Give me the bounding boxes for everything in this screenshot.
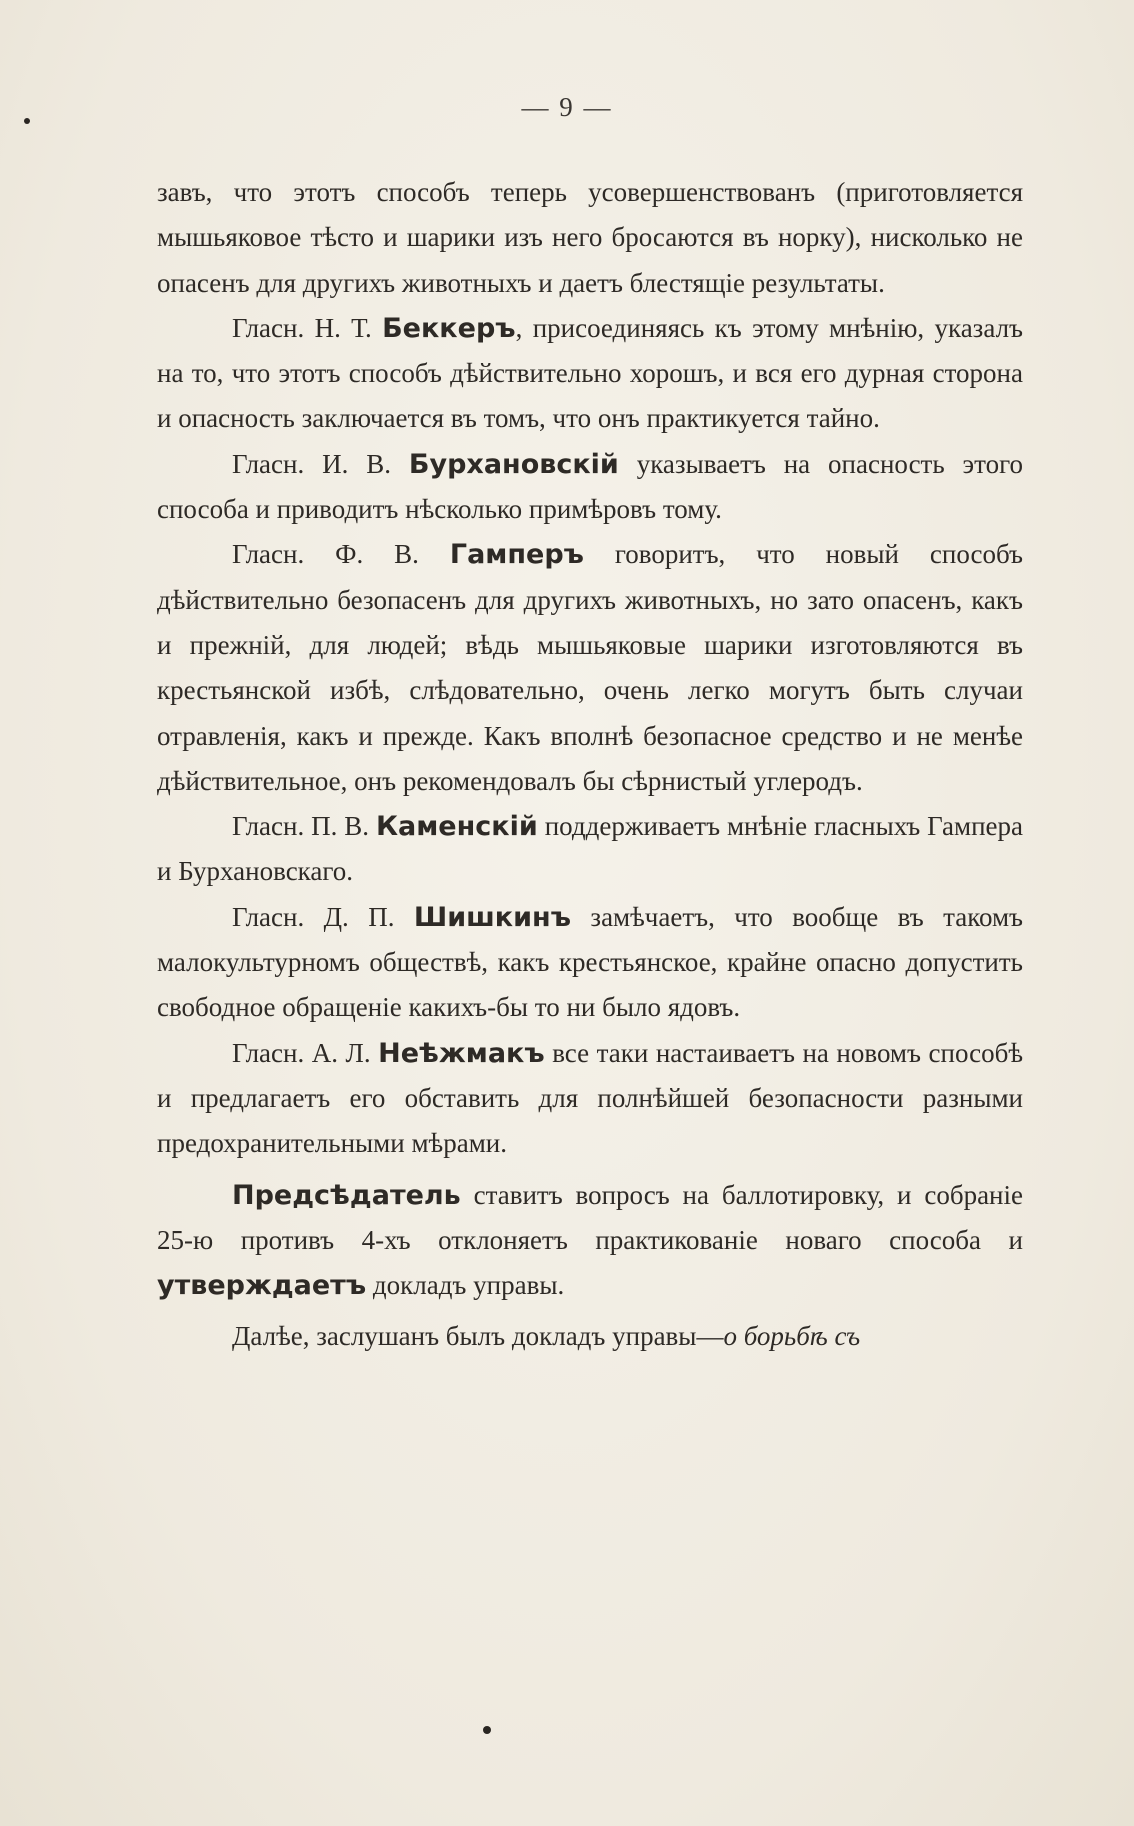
- paragraph-8-text: ставитъ вопросъ на баллотировку, и собраніе 25-ю противъ 4-хъ отклоняетъ практикованіе новаго способа и: [157, 1179, 1023, 1255]
- speaker-prefix: Гласн. Н. Т.: [232, 312, 383, 343]
- paragraph-9-italic: о борьбѣ съ: [723, 1321, 861, 1352]
- body-text: [157, 170, 1023, 1360]
- paragraph-1-text: завъ, что этотъ способъ теперь усовершенствованъ (приготовляется мышьяковое тѣсто и шарики изъ него бросаются въ норку), нисколько не опасенъ для другихъ животныхъ и даетъ блестящіе результаты.: [157, 177, 1023, 298]
- speaker-name: Беккеръ: [382, 312, 516, 344]
- speaker-prefix: Гласн. Д. П.: [232, 901, 414, 932]
- paragraph-3-text: указываетъ на опасность этого способа и приводитъ нѣсколько примѣровъ тому.: [157, 448, 1023, 525]
- paragraph-8: [157, 1173, 1023, 1309]
- paragraph-3: [157, 442, 1023, 533]
- speaker-prefix: Гласн. Ф. В.: [232, 539, 450, 570]
- speaker-name: Бурхановскій: [408, 448, 619, 480]
- paragraph-4: [157, 532, 1023, 804]
- speaker-prefix: Гласн. П. В.: [232, 811, 376, 842]
- emphasis-word: утверждаетъ: [157, 1270, 367, 1302]
- paragraph-6-text: замѣчаетъ, что вообще въ такомъ малокультурномъ обществѣ, какъ крестьянское, крайне опасно допустить свободное обращеніе какихъ-бы то ни было ядовъ.: [157, 901, 1024, 1023]
- page-number: — 9 —: [521, 92, 613, 122]
- speaker-name: Каменскій: [375, 811, 538, 843]
- ink-speck: [24, 118, 30, 124]
- paragraph-5: [157, 804, 1023, 895]
- paragraph-9: [157, 1314, 1023, 1359]
- paragraph-8-end: докладъ управы.: [366, 1270, 565, 1301]
- paragraph-7: [157, 1031, 1023, 1167]
- paragraph-9-text: Далѣе, заслушанъ былъ докладъ управы—: [232, 1321, 724, 1352]
- speaker-name: Шишкинъ: [413, 901, 571, 933]
- paragraph-2-text: , присоединяясь къ этому мнѣнію, указалъ на то, что этотъ способъ дѣйствительно хорошъ, и вся его дурная сторона и опасность заключается въ томъ, что онъ практикуется тайно.: [157, 312, 1023, 434]
- speaker-prefix: Гласн. А. Л.: [232, 1037, 379, 1068]
- paragraph-7-text: все таки настаиваетъ на новомъ способѣ и предлагаетъ его обставить для полнѣйшей безопасности разными предохранительными мѣрами.: [157, 1037, 1023, 1159]
- speaker-prefix: Гласн. И. В.: [232, 448, 409, 479]
- paragraph-2: [157, 306, 1023, 442]
- paragraph-5-text: поддерживаетъ мнѣніе гласныхъ Гампера и Бурхановскаго.: [157, 811, 1023, 887]
- paragraph-6: [157, 895, 1023, 1031]
- paragraph-1: [157, 170, 1023, 306]
- speaker-name: Гамперъ: [449, 539, 584, 571]
- speaker-name: Неѣжмакъ: [378, 1037, 545, 1069]
- paragraph-4-text: говоритъ, что новый способъ дѣйствительно безопасенъ для другихъ животныхъ, но зато опасенъ, какъ и прежній, для людей; вѣдь мышьяковые шарики изготовляются въ крестьянской избѣ, слѣдовательно, очень легко могутъ быть случаи отравленія, какъ и прежде. Какъ вполнѣ безопасное средство и не менѣе дѣйствительное, онъ рекомендовалъ бы сѣрнистый углеродъ.: [157, 539, 1024, 796]
- ink-speck: [483, 1726, 491, 1734]
- chairman-name: Предсѣдатель: [232, 1179, 461, 1211]
